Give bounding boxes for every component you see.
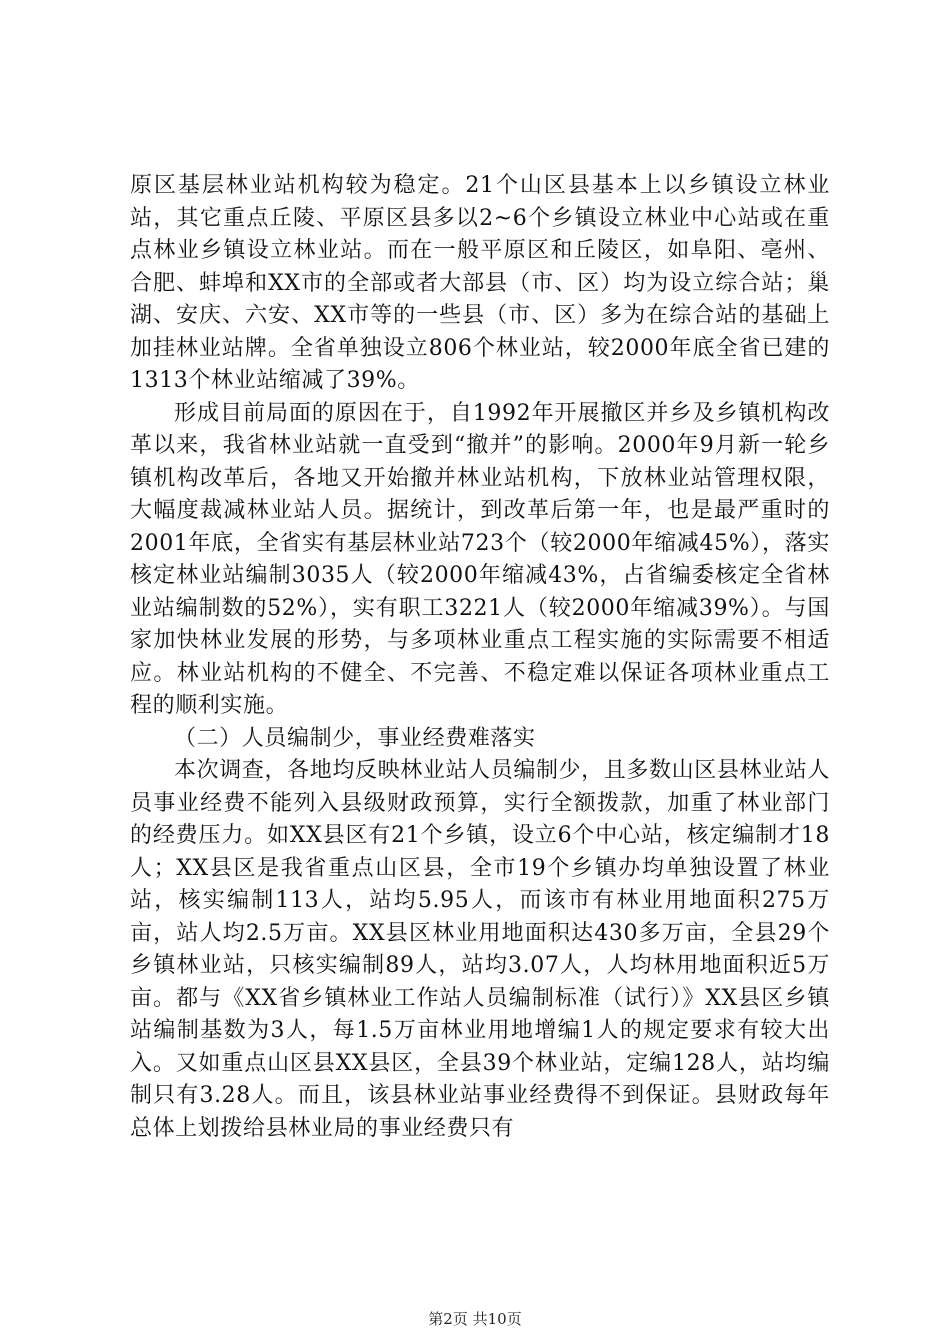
document-body bbox=[130, 170, 830, 1145]
paragraph-3: 本次调查，各地均反映林业站人员编制少，且多数山区县林业站人员事业经费不能列入县级财政预算，实行全额拨款，加重了林业部门的经费压力。如XX县区有21个乡镇，设立6个中心站，核定编制才18人；XX县区是我省重点山区县，全市19个乡镇办均单独设置了林业站，核实编制113人，站均5.95人，而该市有林业用地面积275万亩，站人均2.5万亩。XX县区林业用地面积达430多万亩，全县29个乡镇林业站，只核实编制89人，站均3.07人，人均林用地面积近5万亩。都与《XX省乡镇林业工作站人员编制标准（试行）》XX县区乡镇站编制基数为3人，每1.5万亩林业用地增编1人的规定要求有较大出入。又如重点山区县XX县区，全县39个林业站，定编128人，站均编制只有3.28人。而且，该县林业站事业经费得不到保证。县财政每年总体上划拨给县林业局的事业经费只有 bbox=[130, 758, 830, 1141]
section-heading: （二）人员编制少，事业经费难落实 bbox=[174, 725, 536, 751]
paragraph-1: 原区基层林业站机构较为稳定。21个山区县基本上以乡镇设立林业站，其它重点丘陵、平原区县多以2~6个乡镇设立林业中心站或在重点林业乡镇设立林业站。而在一般平原区和丘陵区，如阜阳、亳州、合肥、蚌埠和XX市的全部或者大部县（市、区）均为设立综合站；巢湖、安庆、六安、XX市等的一些县（市、区）多为在综合站的基础上加挂林业站牌。全省单独设立806个林业站，较2000年底全省已建的1313个林业站缩减了39%。 bbox=[130, 173, 830, 393]
paragraph-2: 形成目前局面的原因在于，自1992年开展撤区并乡及乡镇机构改革以来，我省林业站就一直受到“撤并”的影响。2000年9月新一轮乡镇机构改革后，各地又开始撤并林业站机构，下放林业站管理权限，大幅度裁减林业站人员。据统计，到改革后第一年，也是最严重时的2001年底，全省实有基层林业站723个（较2000年缩减45%），落实核定林业站编制3035人（较2000年缩减43%，占省编委核定全省林业站编制数的52%），实有职工3221人（较2000年缩减39%）。与国家加快林业发展的形势，与多项林业重点工程实施的实际需要不相适应。林业站机构的不健全、不完善、不稳定难以保证各项林业重点工程的顺利实施。 bbox=[130, 400, 830, 718]
page-footer: 第2页 共10页 bbox=[428, 1310, 522, 1328]
